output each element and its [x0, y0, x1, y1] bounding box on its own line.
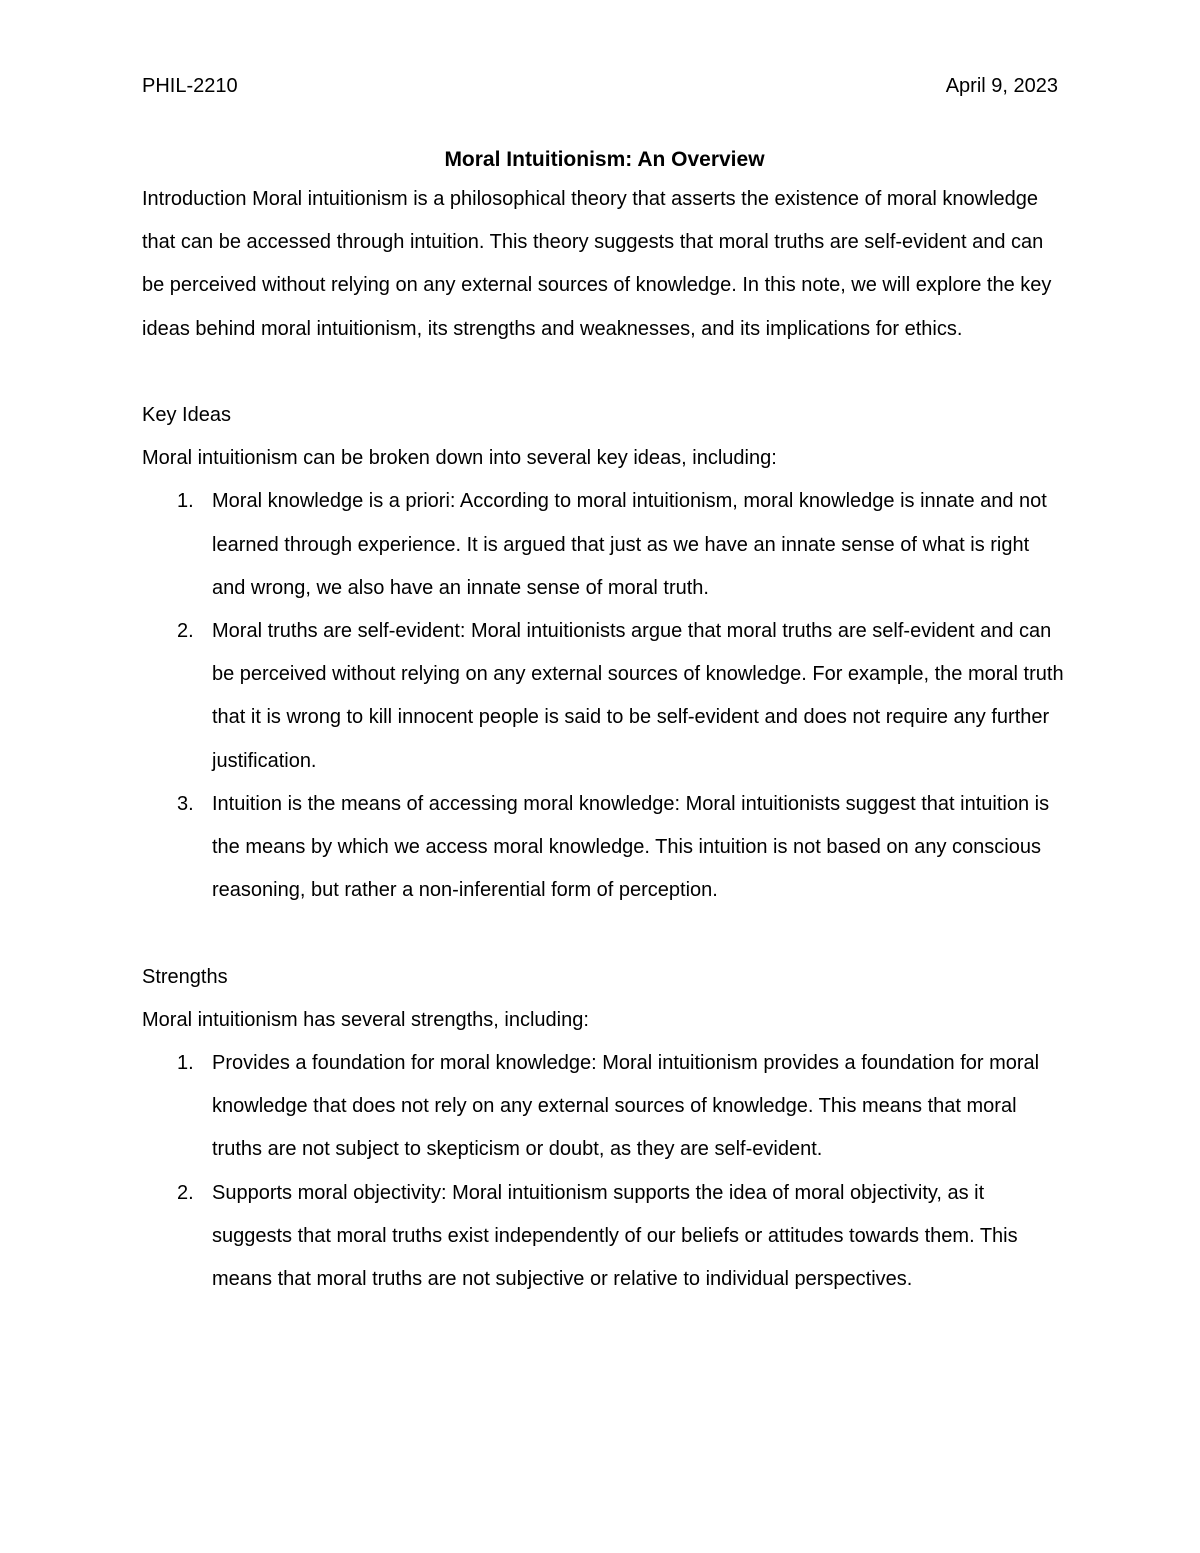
- list-item: [142, 1172, 1067, 1302]
- list-number: 2.: [177, 620, 194, 643]
- list-item: [142, 480, 1067, 610]
- list-item-text: Moral truths are self-evident: Moral intuitionists argue that moral truths are self-evident and can be perceived without relying on any external sources of knowledge. For example, the moral truth that it is wrong to kill innocent people is said to be self-evident and does not require any further justification.: [212, 620, 1064, 772]
- intro-paragraph: Introduction Moral intuitionism is a philosophical theory that asserts the existence of moral knowledge that can be accessed through intuition. This theory suggests that moral truths are self-evident and can be perceived without relying on any external sources of knowledge. In this note, we will explore the key ideas behind moral intuitionism, its strengths and weaknesses, and its implications for ethics.: [142, 188, 1052, 340]
- list-item-text: Moral knowledge is a priori: According to moral intuitionism, moral knowledge is innate and not learned through experience. It is argued that just as we have an innate sense of what is right and wrong, we also have an innate sense of moral truth.: [212, 490, 1047, 599]
- list-number: 2.: [177, 1181, 194, 1204]
- list-item-text: Provides a foundation for moral knowledge: Moral intuitionism provides a foundation for moral knowledge that does not rely on any external sources of knowledge. This means that moral truths are not subject to skepticism or doubt, as they are self-evident.: [212, 1052, 1040, 1161]
- document-title: Moral Intuitionism: An Overview: [444, 148, 765, 171]
- spacer: [142, 912, 1067, 955]
- list-number: 3.: [177, 792, 194, 815]
- document-body: [142, 142, 1067, 1301]
- strengths-lead: Moral intuitionism has several strengths, including:: [142, 1008, 589, 1031]
- key-ideas-list: [142, 480, 1067, 912]
- header-course: PHIL-2210: [142, 75, 238, 97]
- list-item: [142, 783, 1067, 913]
- list-item-text: Intuition is the means of accessing moral knowledge: Moral intuitionists suggest that intuition is the means by which we access moral knowledge. This intuition is not based on any conscious reasoning, but rather a non-inferential form of perception.: [212, 792, 1050, 902]
- key-ideas-lead: Moral intuitionism can be broken down into several key ideas, including:: [142, 447, 777, 470]
- strengths-list: [142, 1042, 1067, 1301]
- spacer: [142, 351, 1067, 394]
- header-date: April 9, 2023: [945, 75, 1058, 97]
- list-item-text: Supports moral objectivity: Moral intuitionism supports the idea of moral objectivity, as it suggests that moral truths exist independently of our beliefs or attitudes towards them. This means that moral truths are not subjective or relative to individual perspectives.: [212, 1181, 1018, 1291]
- list-item: [142, 1042, 1067, 1172]
- list-number: 1.: [177, 490, 194, 513]
- strengths-heading: Strengths: [142, 965, 228, 988]
- list-number: 1.: [177, 1052, 194, 1075]
- list-item: [142, 610, 1067, 783]
- key-ideas-heading: Key Ideas: [142, 404, 231, 426]
